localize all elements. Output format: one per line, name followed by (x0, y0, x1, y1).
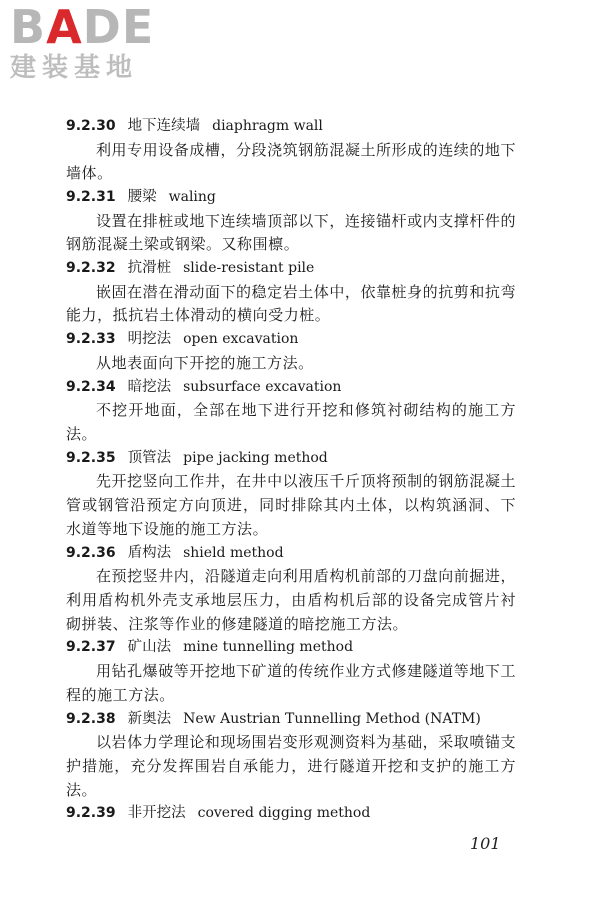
term-heading (66, 636, 516, 660)
term-number: 9.2.35 (66, 449, 116, 466)
logo-accent-letter: A (46, 0, 83, 54)
glossary-entry (66, 708, 516, 803)
term-number: 9.2.39 (66, 805, 116, 822)
term-definition: 嵌固在潜在滑动面下的稳定岩土体中，依靠桩身的抗剪和抗弯能力，抵抗岩土体滑动的横向受力桩。 (66, 282, 516, 325)
term-definition: 用钻孔爆破等开挖地下矿道的传统作业方式修建隧道等地下工程的施工方法。 (66, 661, 516, 704)
term-chinese: 地下连续墙 (127, 118, 201, 134)
term-english: waling (168, 189, 216, 206)
term-chinese: 明挖法 (127, 331, 172, 348)
glossary-entry (66, 115, 516, 186)
term-english: covered digging method (197, 805, 371, 822)
term-heading (66, 257, 516, 281)
term-heading (66, 376, 516, 400)
glossary-entry (66, 257, 516, 328)
glossary-entry (66, 376, 516, 447)
term-chinese: 顶管法 (127, 449, 172, 466)
term-number: 9.2.34 (66, 378, 116, 395)
page-number: 101 (470, 834, 501, 853)
term-definition: 从地表面向下开挖的施工方法。 (96, 353, 314, 372)
glossary-entry (66, 328, 516, 375)
term-chinese: 矿山法 (127, 639, 172, 656)
term-heading (66, 186, 516, 210)
term-number: 9.2.36 (66, 544, 116, 561)
logo-chinese-name: 建装基地 (10, 53, 139, 83)
term-heading (66, 115, 516, 139)
term-chinese: 盾构法 (127, 544, 172, 561)
logo-wordmark: BADE (10, 0, 155, 54)
term-number: 9.2.31 (66, 189, 116, 206)
term-english: mine tunnelling method (183, 639, 354, 656)
term-definition: 不挖开地面，全部在地下进行开挖和修筑衬砌结构的施工方法。 (66, 401, 516, 443)
term-english: shield method (183, 544, 284, 561)
term-english: slide-resistant pile (183, 260, 315, 277)
term-heading (66, 802, 516, 826)
glossary-content (66, 115, 516, 826)
term-english: open excavation (183, 331, 299, 348)
term-chinese: 抗滑桩 (127, 260, 172, 277)
term-english: diaphragm wall (212, 118, 323, 134)
brand-logo (10, 0, 175, 90)
term-number: 9.2.30 (66, 118, 116, 134)
term-heading (66, 328, 516, 352)
term-english: New Austrian Tunnelling Method (NATM) (183, 710, 481, 727)
term-heading (66, 447, 516, 471)
term-definition: 先开挖竖向工作井，在井中以液压千斤顶将预制的钢筋混凝土管或钢管沿预定方向顶进，同时排除其内土体，以构筑涵洞、下水道等地下设施的施工方法。 (66, 472, 516, 538)
term-chinese: 暗挖法 (127, 378, 172, 395)
term-english: pipe jacking method (183, 449, 328, 466)
term-heading (66, 708, 516, 732)
term-chinese: 新奥法 (127, 710, 172, 727)
term-heading (66, 542, 516, 566)
term-chinese: 非开挖法 (127, 805, 186, 822)
term-definition: 以岩体力学理论和现场围岩变形观测资料为基础，采取喷锚支护措施，充分发挥围岩自承能力，进行隧道开挖和支护的施工方法。 (66, 733, 516, 799)
glossary-entry (66, 636, 516, 707)
term-chinese: 腰梁 (127, 189, 157, 206)
term-definition: 设置在排桩或地下连续墙顶部以下，连接锚杆或内支撑杆件的钢筋混凝土梁或钢梁。又称围檩。 (66, 211, 516, 254)
glossary-entry (66, 802, 516, 826)
term-number: 9.2.38 (66, 710, 116, 727)
term-definition: 利用专用设备成槽，分段浇筑钢筋混凝土所形成的连续的地下墙体。 (66, 140, 516, 183)
glossary-entry (66, 447, 516, 542)
term-definition: 在预挖竖井内，沿隧道走向利用盾构机前部的刀盘向前掘进，利用盾构机外壳支承地层压力，由盾构机后部的设备完成管片衬砌拼装、注浆等作业的修建隧道的暗挖施工方法。 (66, 567, 516, 633)
term-english: subsurface excavation (183, 378, 342, 395)
glossary-entry (66, 186, 516, 257)
term-number: 9.2.32 (66, 260, 116, 277)
glossary-entry (66, 542, 516, 637)
term-number: 9.2.37 (66, 639, 116, 656)
term-number: 9.2.33 (66, 331, 116, 348)
